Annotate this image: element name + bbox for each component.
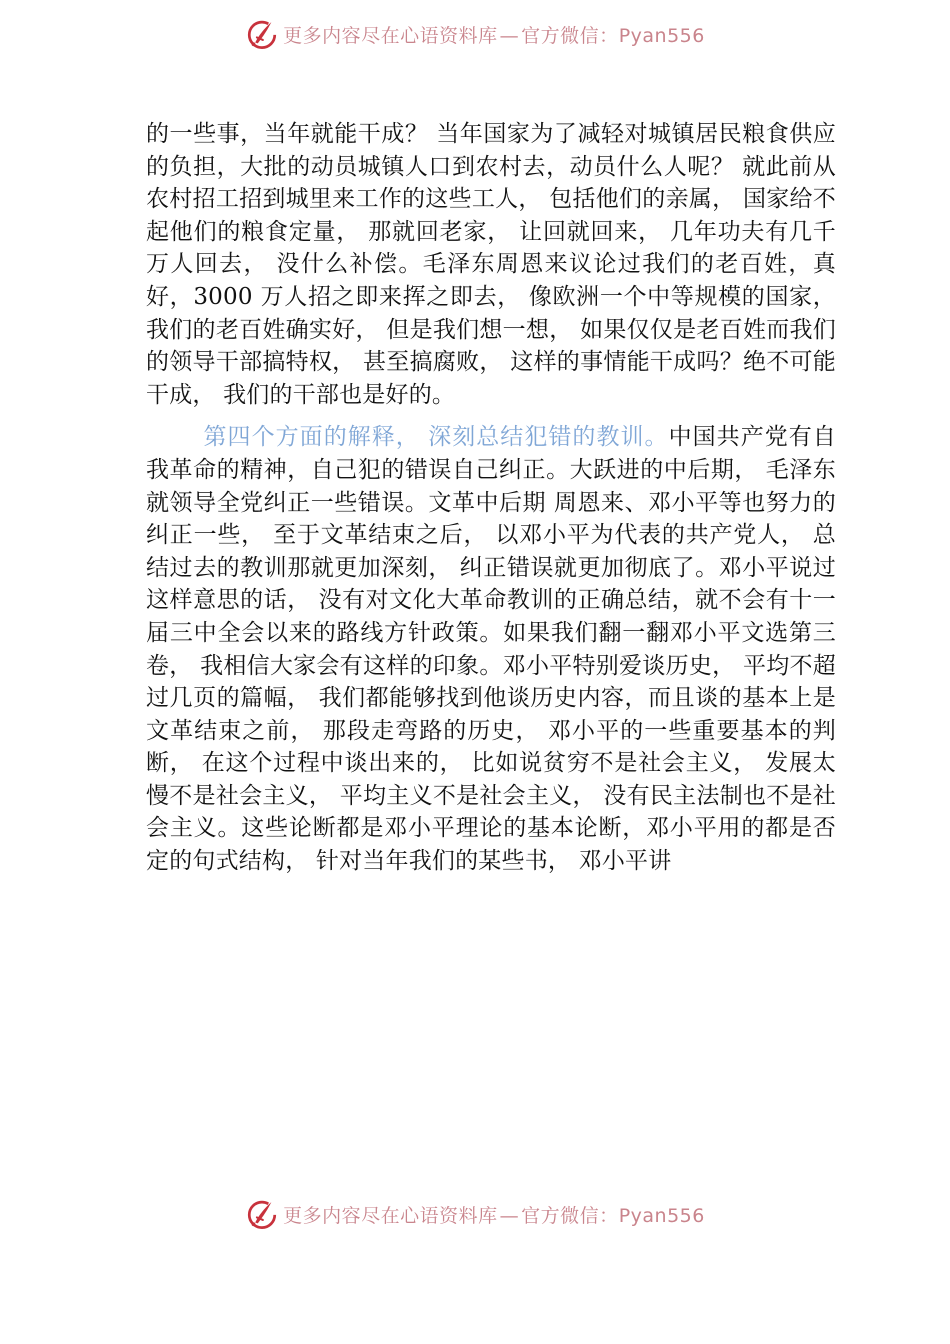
paragraph-1: 的一些事，当年就能干成？ 当年国家为了减轻对城镇居民粮食供应的负担，大批的动员城镇人口到农村去，动员什么人呢？ 就此前从农村招工招到城里来工作的这些工人， 包括他们的亲属， 国家给不起他们的粮食定量， 那就回老家， 让回就回来， 几年功夫有几千万人回去， 没什么补偿。毛泽东周恩来议论过我们的老百姓，真好，3000 万人招之即来挥之即去， 像欧洲一个中等规模的国家， 我们的老百姓确实好， 但是我们想一想， 如果仅仅是老百姓而我们的领导干部搞特权， 甚至搞腐败， 这样的事情能干成吗？绝不可能干成， 我们的干部也是好的。 [146, 121, 836, 408]
header-banner-dash: — [499, 24, 520, 47]
footer-official-label: 官方微信： [521, 1204, 619, 1227]
footer-banner-title: 更多内容尽在心语资料库 [283, 1204, 498, 1227]
header-banner-title: 更多内容尽在心语资料库 [283, 24, 498, 47]
ink-brush-logo-icon [245, 1197, 279, 1231]
paragraph-2-text: 中国共产党有自我革命的精神，自己犯的错误自己纠正。大跃进的中后期， 毛泽东就领导全党纠正一些错误。文革中后期 周恩来、邓小平等也努力的纠正一些， 至于文革结束之后， 以邓小平为代表的共产党人， 总结过去的教训那就更加深刻， 纠正错误就更加彻底了。邓小平说过这样意思的话， 没有对文化大革命教训的正确总结，就不会有十一届三中全会以来的路线方针政策。如果我们翻一翻邓小平文选第三卷， 我相信大家会有这样的印象。邓小平特别爱谈历史， 平均不超过几页的篇幅， 我们都能够找到他谈历史内容，而且谈的基本上是文革结束之前， 那段走弯路的历史， 邓小平的一些重要基本的判断， 在这个过程中谈出来的， 比如说贫穷不是社会主义， 发展太慢不是社会主义， 平均主义不是社会主义， 没有民主法制也不是社会主义。这些论断都是邓小平理论的基本论断，邓小平用的都是否定的句式结构， 针对当年我们的某些书， 邓小平讲 [146, 424, 837, 875]
header-banner-text [283, 21, 705, 48]
header-official-label: 官方微信： [521, 24, 619, 47]
paragraph-2 [146, 421, 836, 877]
ink-brush-logo-icon [245, 17, 279, 51]
header-wechat-handle: Pyan556 [618, 24, 705, 47]
header-banner [0, 14, 950, 54]
section-heading-highlight: 第四个方面的解释， 深刻总结犯错的教训。 [203, 424, 669, 451]
document-body [146, 118, 836, 878]
footer-banner-dash: — [499, 1204, 520, 1227]
footer-banner [0, 1194, 950, 1234]
footer-banner-text [283, 1201, 705, 1228]
footer-wechat-handle: Pyan556 [618, 1204, 705, 1227]
